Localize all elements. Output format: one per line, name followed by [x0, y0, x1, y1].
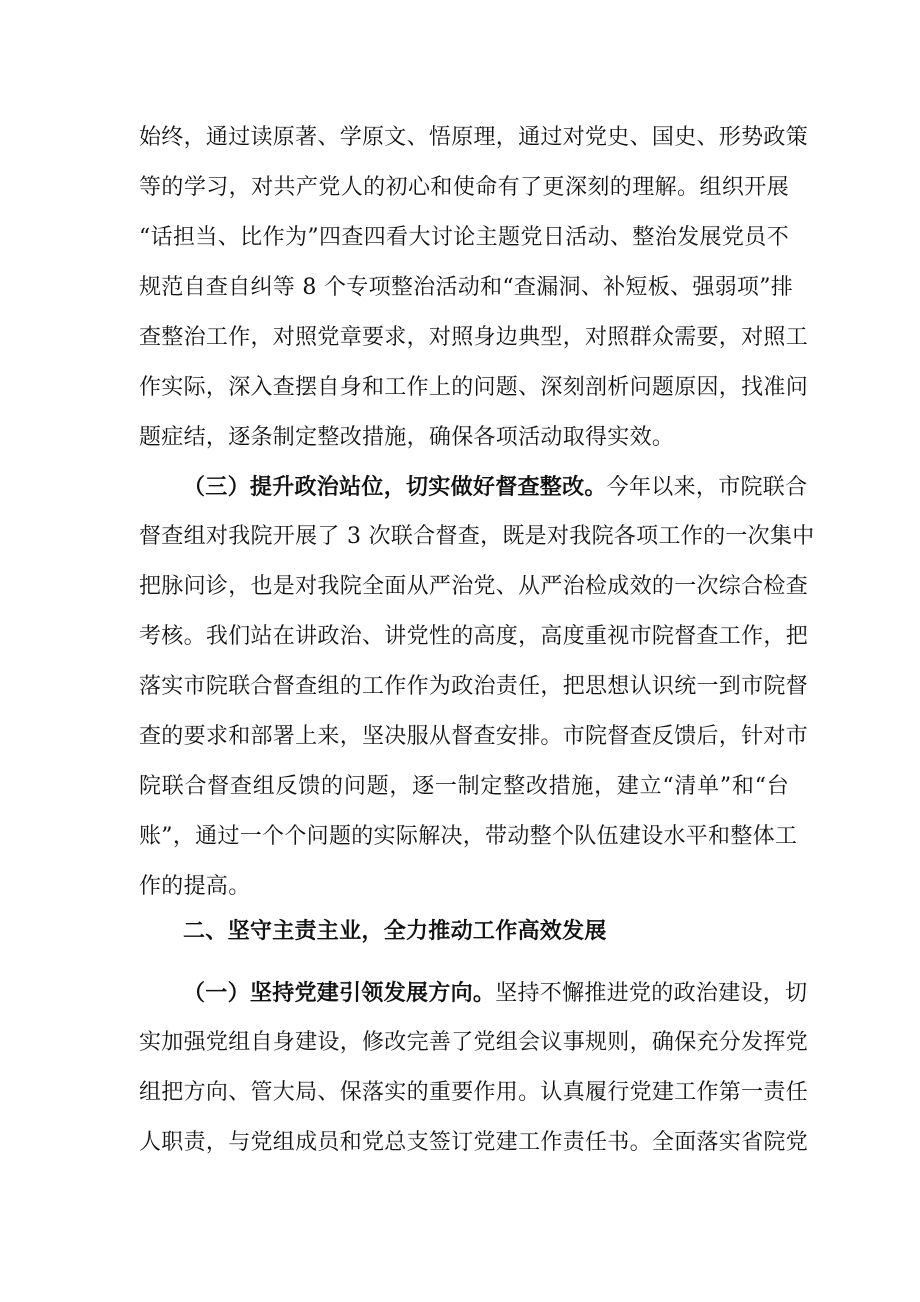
paragraph-1 [139, 113, 809, 463]
paragraph-3 [139, 968, 809, 1168]
paragraph-text: 今年以来，市院联合 [606, 475, 808, 500]
paragraph-line: 题症结，逐条制定整改措施，确保各项活动取得实效。 [139, 425, 675, 450]
paragraph-2 [139, 462, 815, 912]
paragraph-line: 始终，通过读原著、学原文、悟原理，通过对党史、国史、形势政策 [139, 125, 809, 150]
paragraph-line: 查的要求和部署上来，坚决服从督查安排。市院督查反馈后，针对市 [139, 724, 809, 749]
paragraph-first-line [139, 968, 808, 1018]
paragraph-line: 院联合督查组反馈的问题，逐一制定整改措施，建立“清单”和“台 [139, 774, 789, 799]
paragraph-line: 作实际，深入查摆自身和工作上的问题、深刻剖析问题原因，找准问 [139, 375, 809, 400]
paragraph-line: 等的学习，对共产党人的初心和使命有了更深刻的理解。组织开展 [139, 175, 789, 200]
paragraph-line: 落实市院联合督查组的工作作为政治责任，把思想认识统一到市院督 [139, 674, 809, 699]
section-heading: 二、坚守主责主业，全力推动工作高效发展 [183, 918, 607, 944]
paragraph-line: 作的提高。 [139, 874, 251, 899]
subsection-heading: （一）坚持党建引领发展方向。 [183, 980, 496, 1006]
paragraph-line: 把脉问诊，也是对我院全面从严治党、从严治检成效的一次综合检查 [139, 574, 809, 599]
paragraph-line: 督查组对我院开展了 3 次联合督查，既是对我院各项工作的一次集中 [139, 524, 815, 549]
paragraph-line: 组把方向、管大局、保落实的重要作用。认真履行党建工作第一责任 [139, 1080, 809, 1105]
section-heading-block [139, 906, 789, 956]
paragraph-line: 人职责，与党组成员和党总支签订党建工作责任书。全面落实省院党 [139, 1130, 809, 1155]
paragraph-line: “话担当、比作为”四查四看大讨论主题党日活动、整治发展党员不 [139, 225, 789, 250]
paragraph-text: 坚持不懈推进党的政治建设，切 [495, 981, 808, 1006]
paragraph-first-line [139, 462, 808, 512]
paragraph-line: 规范自查自纠等 8 个专项整治活动和“查漏洞、补短板、强弱项”排 [139, 275, 794, 300]
subsection-heading: （三）提升政治站位，切实做好督查整改。 [183, 474, 607, 500]
paragraph-line: 考核。我们站在讲政治、讲党性的高度，高度重视市院督查工作，把 [139, 624, 809, 649]
paragraph-line: 查整治工作，对照党章要求，对照身边典型，对照群众需要，对照工 [139, 325, 809, 350]
paragraph-line: 账”，通过一个个问题的实际解决，带动整个队伍建设水平和整体工 [139, 824, 798, 849]
paragraph-line: 实加强党组自身建设，修改完善了党组会议事规则，确保充分发挥党 [139, 1030, 809, 1055]
